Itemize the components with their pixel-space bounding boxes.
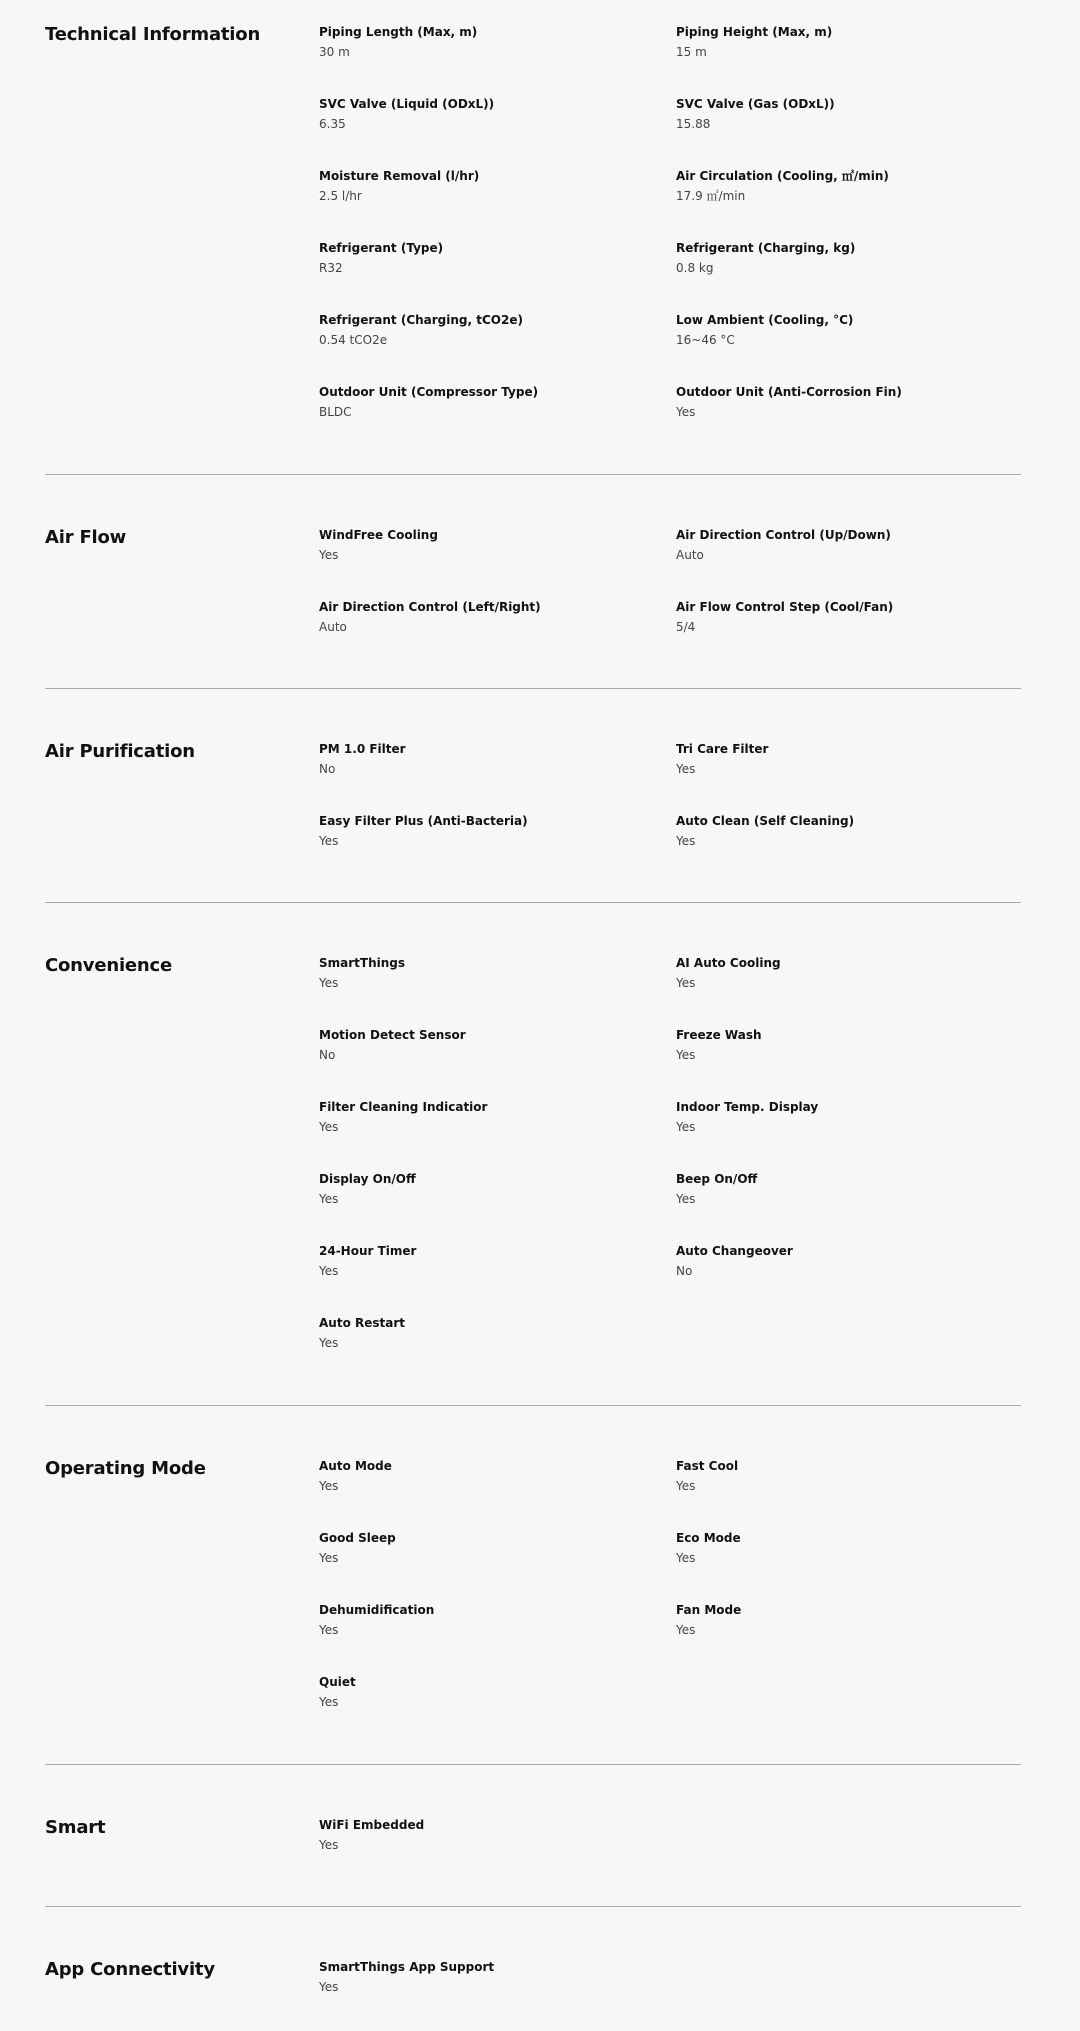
spec-section-app-connectivity — [45, 1907, 1021, 2028]
spec-item-piping-height-max-m — [676, 24, 1019, 96]
spec-label: Auto Restart — [319, 1316, 405, 1330]
spec-label: Indoor Temp. Display — [676, 1100, 819, 1114]
spec-label: SVC Valve (Liquid (ODxL)) — [319, 97, 495, 111]
spec-item-air-direction-control-up-down — [676, 527, 1019, 599]
spec-label: Dehumidification — [319, 1603, 435, 1617]
spec-value: Yes — [319, 834, 339, 848]
spec-value: 2.5 l/hr — [319, 189, 362, 203]
spec-label: Fan Mode — [676, 1603, 742, 1617]
spec-value: Yes — [319, 1551, 339, 1565]
spec-item-outdoor-unit-compressor-type — [319, 384, 676, 456]
spec-label: Refrigerant (Charging, tCO2e) — [319, 313, 523, 327]
spec-label: SmartThings App Support — [319, 1960, 495, 1974]
spec-item-windfree-cooling — [319, 527, 676, 599]
spec-section-smart — [45, 1765, 1021, 1907]
section-title: Convenience — [45, 955, 173, 976]
spec-item-refrigerant-type — [319, 240, 676, 312]
section-title: Technical Information — [45, 24, 261, 45]
spec-value: Yes — [676, 762, 696, 776]
spec-value: Yes — [319, 1192, 339, 1206]
spec-label: Piping Length (Max, m) — [319, 25, 478, 39]
spec-item-freeze-wash — [676, 1027, 1019, 1099]
spec-item-svc-valve-liquid-odxl — [319, 96, 676, 168]
spec-value: 0.8 kg — [676, 261, 714, 275]
spec-label: Freeze Wash — [676, 1028, 762, 1042]
section-title: Air Flow — [45, 527, 127, 548]
spec-item-tri-care-filter — [676, 741, 1019, 813]
spec-item-fast-cool — [676, 1458, 1019, 1530]
spec-value: Yes — [319, 976, 339, 990]
spec-grid — [319, 527, 1019, 671]
spec-value: Yes — [676, 405, 696, 419]
spec-item-pm-1-0-filter — [319, 741, 676, 813]
spec-value: 15.88 — [676, 117, 711, 131]
spec-label: AI Auto Cooling — [676, 956, 781, 970]
spec-label: Tri Care Filter — [676, 742, 769, 756]
spec-section-air-purification — [45, 689, 1021, 903]
spec-label: Air Flow Control Step (Cool/Fan) — [676, 600, 894, 614]
spec-section-operating-mode — [45, 1406, 1021, 1765]
spec-item-air-circulation-cooling-min — [676, 168, 1019, 240]
spec-item-fan-mode — [676, 1602, 1019, 1674]
spec-label: Auto Mode — [319, 1459, 392, 1473]
spec-item-indoor-temp-display — [676, 1099, 1019, 1171]
spec-grid — [319, 741, 1019, 885]
section-title: Smart — [45, 1817, 106, 1838]
spec-label: 24-Hour Timer — [319, 1244, 417, 1258]
spec-item-motion-detect-sensor — [319, 1027, 676, 1099]
spec-value: 5/4 — [676, 620, 696, 634]
spec-item-moisture-removal-l-hr — [319, 168, 676, 240]
spec-grid — [319, 1458, 1019, 1746]
spec-value: Yes — [319, 1623, 339, 1637]
spec-value: Yes — [319, 1264, 339, 1278]
spec-label: Filter Cleaning Indicatior — [319, 1100, 488, 1114]
spec-label: Fast Cool — [676, 1459, 739, 1473]
spec-value: Yes — [676, 1551, 696, 1565]
spec-item-smartthings — [319, 955, 676, 1027]
section-title: Operating Mode — [45, 1458, 206, 1479]
spec-value: Yes — [319, 1479, 339, 1493]
spec-label: Air Direction Control (Left/Right) — [319, 600, 541, 614]
spec-item-display-on-off — [319, 1171, 676, 1243]
spec-label: Eco Mode — [676, 1531, 741, 1545]
spec-value: Yes — [319, 1120, 339, 1134]
spec-grid — [319, 1817, 1019, 1889]
spec-section-technical-information — [45, 0, 1021, 475]
spec-item-refrigerant-charging-tco2e — [319, 312, 676, 384]
spec-value: No — [319, 762, 336, 776]
spec-label: Air Circulation (Cooling, ㎥/min) — [676, 169, 889, 183]
spec-value: Yes — [319, 1695, 339, 1709]
spec-item-air-flow-control-step-cool-fan — [676, 599, 1019, 671]
spec-label: Refrigerant (Charging, kg) — [676, 241, 856, 255]
spec-label: Moisture Removal (l/hr) — [319, 169, 480, 183]
spec-value: Yes — [319, 1838, 339, 1852]
spec-label: WiFi Embedded — [319, 1818, 425, 1832]
spec-value: No — [319, 1048, 336, 1062]
spec-value: Yes — [319, 1336, 339, 1350]
spec-item-easy-filter-plus-anti-bacteria — [319, 813, 676, 885]
spec-label: Display On/Off — [319, 1172, 416, 1186]
spec-label: Air Direction Control (Up/Down) — [676, 528, 891, 542]
spec-value: Yes — [676, 1623, 696, 1637]
spec-label: Outdoor Unit (Anti-Corrosion Fin) — [676, 385, 902, 399]
spec-value: R32 — [319, 261, 343, 275]
spec-item-auto-restart — [319, 1315, 676, 1387]
spec-item-refrigerant-charging-kg — [676, 240, 1019, 312]
spec-item-wifi-embedded — [319, 1817, 676, 1889]
spec-value: Yes — [676, 834, 696, 848]
spec-label: Quiet — [319, 1675, 356, 1689]
spec-item-piping-length-max-m — [319, 24, 676, 96]
spec-label: SmartThings — [319, 956, 406, 970]
spec-label: Outdoor Unit (Compressor Type) — [319, 385, 539, 399]
section-title: Air Purification — [45, 741, 195, 762]
spec-grid — [319, 24, 1019, 456]
spec-section-convenience — [45, 903, 1021, 1406]
spec-value: Yes — [676, 1120, 696, 1134]
spec-label: Good Sleep — [319, 1531, 396, 1545]
spec-item-24-hour-timer — [319, 1243, 676, 1315]
spec-item-auto-changeover — [676, 1243, 1019, 1315]
spec-item-eco-mode — [676, 1530, 1019, 1602]
spec-value: Yes — [676, 976, 696, 990]
spec-label: Piping Height (Max, m) — [676, 25, 833, 39]
spec-item-good-sleep — [319, 1530, 676, 1602]
spec-item-auto-clean-self-cleaning — [676, 813, 1019, 885]
spec-item-ai-auto-cooling — [676, 955, 1019, 1027]
spec-label: Beep On/Off — [676, 1172, 758, 1186]
spec-label: Easy Filter Plus (Anti-Bacteria) — [319, 814, 528, 828]
spec-item-low-ambient-cooling-c — [676, 312, 1019, 384]
spec-label: Auto Clean (Self Cleaning) — [676, 814, 855, 828]
spec-label: Auto Changeover — [676, 1244, 793, 1258]
spec-item-dehumidification — [319, 1602, 676, 1674]
spec-item-air-direction-control-left-right — [319, 599, 676, 671]
spec-value: Yes — [676, 1192, 696, 1206]
spec-value: 30 m — [319, 45, 350, 59]
spec-item-smartthings-app-support — [319, 1959, 676, 2031]
spec-label: Refrigerant (Type) — [319, 241, 444, 255]
spec-value: Yes — [319, 1980, 339, 1994]
spec-label: WindFree Cooling — [319, 528, 438, 542]
spec-item-beep-on-off — [676, 1171, 1019, 1243]
spec-value: Yes — [676, 1479, 696, 1493]
spec-grid — [319, 955, 1019, 1387]
spec-label: PM 1.0 Filter — [319, 742, 406, 756]
spec-item-auto-mode — [319, 1458, 676, 1530]
spec-value: Auto — [319, 620, 347, 634]
spec-value: 17.9 ㎥/min — [676, 189, 746, 203]
spec-section-air-flow — [45, 475, 1021, 689]
spec-value: BLDC — [319, 405, 352, 419]
spec-item-svc-valve-gas-odxl — [676, 96, 1019, 168]
section-title: App Connectivity — [45, 1959, 215, 1980]
spec-grid — [319, 1959, 1019, 2031]
spec-label: Motion Detect Sensor — [319, 1028, 466, 1042]
spec-item-quiet — [319, 1674, 676, 1746]
spec-value: No — [676, 1264, 693, 1278]
spec-value: Yes — [676, 1048, 696, 1062]
spec-value: Auto — [676, 548, 704, 562]
spec-value: 0.54 tCO2e — [319, 333, 388, 347]
spec-value: 16~46 °C — [676, 333, 735, 347]
spec-item-filter-cleaning-indicatior — [319, 1099, 676, 1171]
spec-item-outdoor-unit-anti-corrosion-fin — [676, 384, 1019, 456]
spec-label: Low Ambient (Cooling, °C) — [676, 313, 854, 327]
spec-value: 6.35 — [319, 117, 346, 131]
spec-value: Yes — [319, 548, 339, 562]
spec-value: 15 m — [676, 45, 707, 59]
spec-label: SVC Valve (Gas (ODxL)) — [676, 97, 835, 111]
